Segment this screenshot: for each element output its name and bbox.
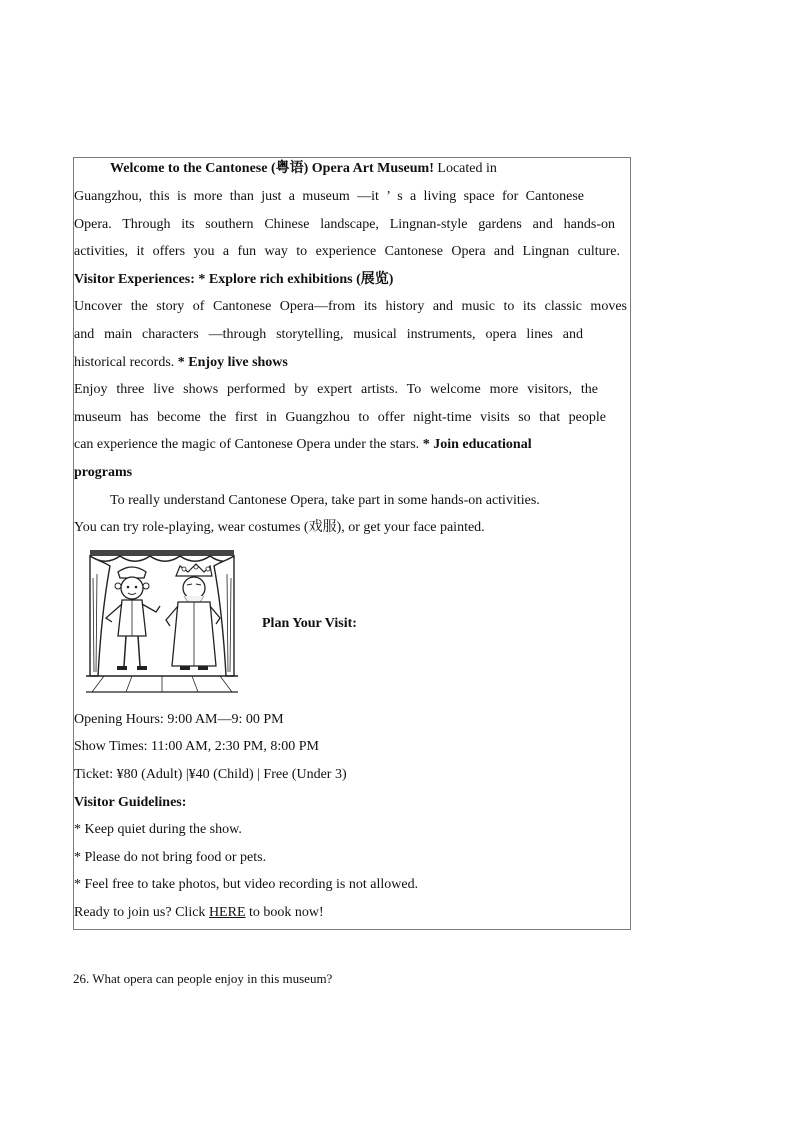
- live-shows-line-2: museum has become the first in Guangzhou to offer night-time visits so that people: [74, 410, 606, 425]
- programs-line-2: You can try role-playing, wear costumes (戏服), or get your face painted.: [74, 520, 485, 535]
- intro-heading: Welcome to the Cantonese (粤语) Opera Art Museum!: [110, 161, 434, 176]
- guideline-1: * Keep quiet during the show.: [74, 822, 242, 837]
- exhibitions-line-3: [74, 355, 630, 371]
- programs-title: * Join educational: [422, 437, 532, 452]
- experiences-heading: Visitor Experiences:: [74, 272, 195, 287]
- intro-line-2: Guangzhou, this is more than just a museum —it ’ s a living space for Cantonese: [74, 189, 584, 204]
- booking-line: [74, 905, 630, 921]
- experiences-line: [74, 272, 630, 288]
- programs-line-1: To really understand Cantonese Opera, take part in some hands-on activities.: [110, 493, 540, 508]
- programs-title-cont: programs: [74, 465, 133, 480]
- book-here-link[interactable]: HERE: [208, 905, 246, 920]
- question-26: 26. What opera can people enjoy in this museum?: [73, 971, 333, 986]
- live-shows-line-3: [74, 437, 630, 453]
- exhibitions-text: historical records.: [74, 355, 175, 370]
- intro-line-4: activities, it offers you a fun way to experience Cantonese Opera and Lingnan culture.: [74, 244, 620, 259]
- guidelines-heading: Visitor Guidelines:: [74, 795, 187, 810]
- exhibitions-line-1: Uncover the story of Cantonese Opera—from its history and music to its classic moves: [74, 299, 627, 314]
- opening-hours: Opening Hours: 9:00 AM—9: 00 PM: [74, 712, 284, 727]
- ticket-prices: Ticket: ¥80 (Adult) |¥40 (Child) | Free (Under 3): [74, 767, 347, 782]
- intro-line-1: [74, 161, 630, 177]
- passage-box: [73, 157, 631, 930]
- guideline-3: * Feel free to take photos, but video recording is not allowed.: [74, 877, 419, 892]
- plan-visit-heading: Plan Your Visit:: [262, 616, 357, 631]
- opera-stage-illustration: [84, 548, 240, 694]
- guideline-2: * Please do not bring food or pets.: [74, 850, 267, 865]
- exhibitions-title: * Explore rich exhibitions (展览): [198, 272, 394, 287]
- live-shows-title: * Enjoy live shows: [177, 355, 288, 370]
- booking-suffix: to book now!: [245, 905, 324, 920]
- intro-line-3: Opera. Through its southern Chinese landscape, Lingnan-style gardens and hands-on: [74, 217, 615, 232]
- intro-text: Located in: [437, 161, 497, 176]
- exhibitions-line-2: and main characters —through storytelling, musical instruments, opera lines and: [74, 327, 583, 342]
- live-shows-text: can experience the magic of Cantonese Opera under the stars.: [74, 437, 420, 452]
- live-shows-line-1: Enjoy three live shows performed by expert artists. To welcome more visitors, the: [74, 382, 598, 397]
- show-times: Show Times: 11:00 AM, 2:30 PM, 8:00 PM: [74, 739, 319, 754]
- booking-prefix: Ready to join us? Click: [74, 905, 209, 920]
